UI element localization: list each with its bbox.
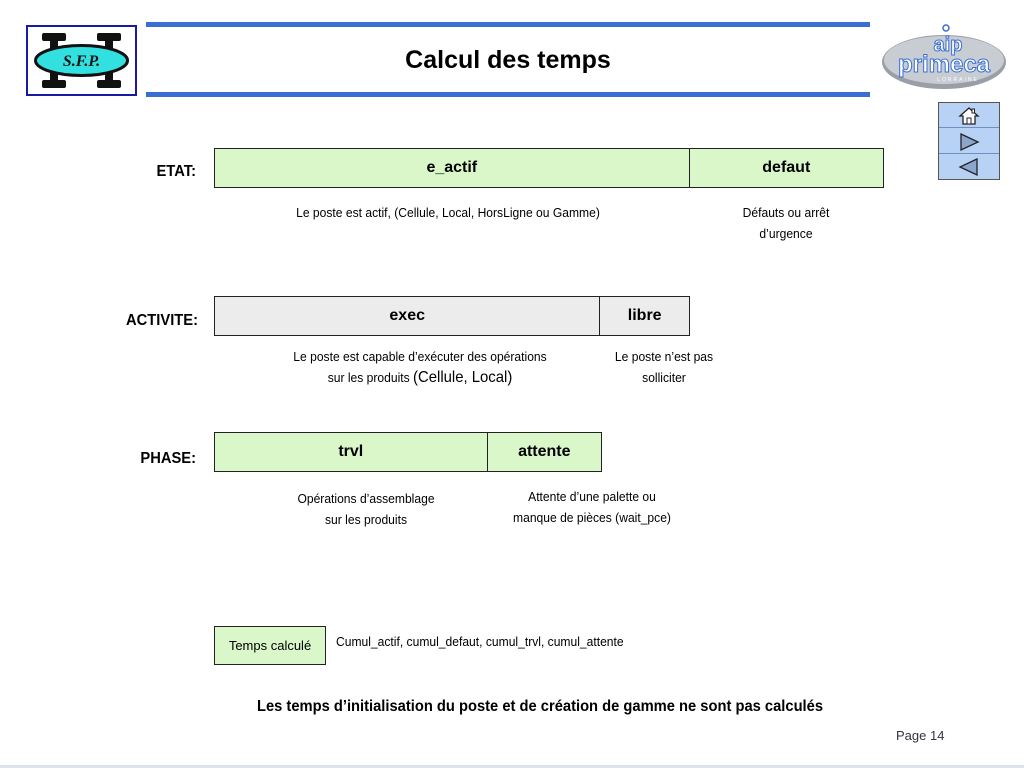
etat-box [214, 148, 884, 188]
page-title: Calcul des temps [405, 46, 611, 74]
previous-slide-button[interactable] [939, 155, 999, 179]
phase-trvl-description-line2: sur les produits [325, 512, 407, 527]
etat-defaut-description-line1: Défauts ou arrêt [742, 205, 830, 220]
aip-logo-sub: LORRAINE [937, 77, 979, 83]
activite-libre-description-line1: Le poste n’est pas [614, 349, 714, 364]
phase-attente-description [492, 486, 693, 528]
phase-cell-trvl: trvl [215, 433, 488, 471]
phase-attente-description-line1: Attente d’une palette ou [528, 489, 656, 504]
activite-exec-description [262, 346, 578, 388]
activite-exec-description-line2a: sur les produits [327, 370, 414, 385]
activite-exec-description-line2b: (Cellule, Local) [413, 369, 513, 386]
etat-defaut-description-line2: d’urgence [759, 226, 813, 241]
etat-actif-description [245, 202, 650, 223]
home-icon [958, 106, 980, 126]
aip-logo-top: aip [933, 34, 963, 56]
sfp-logo-text: S.F.P. [62, 53, 101, 70]
legend-text: Cumul_actif, cumul_defaut, cumul_trvl, cumul_attente [336, 634, 624, 649]
phase-cell-attente: attente [488, 433, 601, 471]
activite-label: ACTIVITE: [126, 312, 198, 329]
page-number: Page 14 [896, 728, 945, 743]
header-rule-bottom [146, 92, 870, 97]
etat-actif-description-text: Le poste est actif, (Cellule, Local, HorsLigne ou Gamme) [296, 205, 600, 220]
aip-primeca-logo [878, 22, 1010, 94]
etat-cell-defaut: defaut [690, 149, 883, 187]
phase-trvl-description-line1: Opérations d’assemblage [297, 491, 435, 506]
etat-defaut-description [706, 202, 866, 244]
next-slide-button[interactable] [939, 130, 999, 154]
etat-label: ETAT: [156, 163, 196, 180]
activite-cell-exec: exec [215, 297, 600, 335]
activite-libre-description-line2: solliciter [642, 370, 686, 385]
phase-trvl-description [267, 488, 464, 530]
activite-libre-description [599, 346, 729, 388]
slide-navigation [938, 102, 1000, 180]
activite-box [214, 296, 690, 336]
legend-box-temps-calcule: Temps calculé [214, 626, 326, 665]
activite-cell-libre: libre [600, 297, 689, 335]
phase-box [214, 432, 602, 472]
phase-label: PHASE: [140, 450, 196, 467]
home-button[interactable] [939, 104, 999, 128]
sfp-logo [26, 25, 137, 96]
activite-exec-description-line1: Le poste est capable d’exécuter des opérations [293, 349, 547, 364]
play-right-icon [958, 132, 980, 152]
phase-attente-description-line2: manque de pièces (wait_pce) [513, 510, 671, 525]
etat-cell-actif: e_actif [215, 149, 690, 187]
header-rule-top [146, 22, 870, 27]
footnote: Les temps d’initialisation du poste et de création de gamme ne sont pas calculés [256, 698, 824, 715]
aip-logo-main: primeca [897, 51, 991, 78]
play-left-icon [958, 157, 980, 177]
